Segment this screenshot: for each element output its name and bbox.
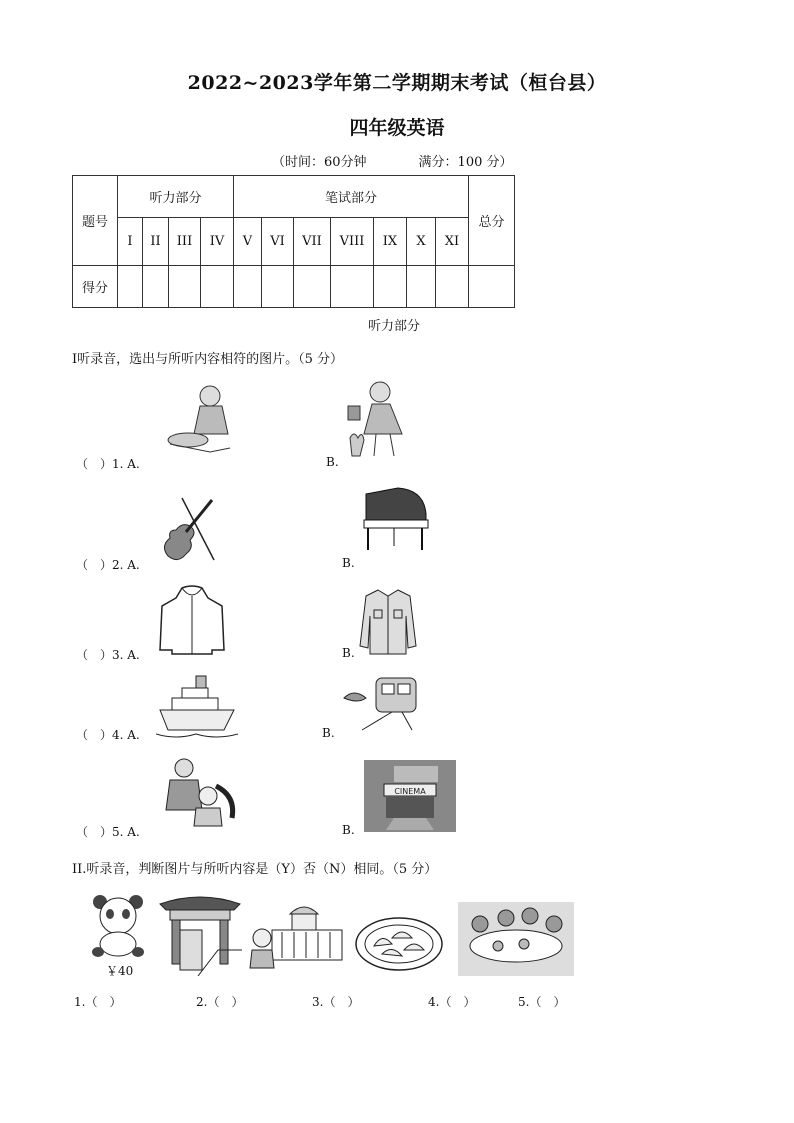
violin-icon — [154, 494, 222, 564]
cinema-icon — [364, 760, 456, 832]
panda-toy-icon — [86, 892, 152, 958]
col-3: III — [169, 218, 201, 266]
score-cell[interactable] — [374, 266, 407, 308]
score-cell[interactable] — [436, 266, 469, 308]
section1-instruction: I听录音，选出与所听内容相符的图片。（5 分） — [72, 352, 344, 367]
dumplings-icon — [354, 916, 444, 972]
score-cell[interactable] — [407, 266, 436, 308]
girl-watering-flowers-icon — [340, 376, 424, 464]
total-header: 总分 — [469, 176, 515, 266]
q3-label: （ ）3. A. — [76, 648, 140, 662]
writing-header: 笔试部分 — [234, 176, 469, 218]
q2-5-answer: 5.（ ） — [518, 995, 566, 1009]
panda-price: ￥40 — [106, 964, 134, 978]
svg-text:CINEMA: CINEMA — [394, 787, 426, 796]
score-cell[interactable] — [294, 266, 331, 308]
score-cell[interactable] — [234, 266, 262, 308]
q4-label: （ ）4. A. — [76, 728, 140, 742]
q1-label: （ ）1. A. — [76, 457, 140, 471]
q2-1-answer: 1.（ ） — [74, 995, 122, 1009]
col-10: X — [407, 218, 436, 266]
score-cell[interactable] — [469, 266, 515, 308]
row-label-score: 得分 — [73, 266, 118, 308]
ship-icon — [156, 670, 238, 740]
col-2: II — [143, 218, 169, 266]
shirt-icon — [358, 586, 418, 656]
girl-washing-clothes-icon — [160, 382, 240, 462]
col-8: VIII — [331, 218, 374, 266]
capitol-building-icon — [248, 896, 346, 970]
col-6: VI — [262, 218, 294, 266]
score-cell[interactable] — [143, 266, 169, 308]
section2-instruction: II.听录音，判断图片与所听内容是（Y）否（N）相同。（5 分） — [72, 862, 438, 877]
q1-b-label: B. — [326, 455, 339, 469]
exam-time: （时间：60分钟 — [272, 155, 367, 170]
q5-b-label: B. — [342, 823, 355, 837]
exam-time-score — [272, 151, 513, 170]
score-table — [72, 175, 515, 308]
q4-b-label: B. — [322, 726, 335, 740]
col-11: XI — [436, 218, 469, 266]
exam-subtitle: 四年级英语 — [349, 117, 445, 139]
col-4: IV — [201, 218, 234, 266]
col-5: V — [234, 218, 262, 266]
score-cell[interactable] — [262, 266, 294, 308]
score-cell[interactable] — [118, 266, 143, 308]
q2-4-answer: 4.（ ） — [428, 995, 476, 1009]
piano-icon — [358, 484, 432, 554]
listening-heading: 听力部分 — [368, 319, 421, 334]
score-cell[interactable] — [169, 266, 201, 308]
q2-2-answer: 2.（ ） — [196, 995, 244, 1009]
score-cell[interactable] — [201, 266, 234, 308]
col-9: IX — [374, 218, 407, 266]
score-cell[interactable] — [331, 266, 374, 308]
exam-full-score: 满分：100 分） — [418, 155, 513, 170]
family-dinner-icon — [458, 902, 574, 976]
father-and-child-icon — [156, 756, 240, 832]
q2-3-answer: 3.（ ） — [312, 995, 360, 1009]
col-1: I — [118, 218, 143, 266]
q2-b-label: B. — [342, 556, 355, 570]
train-icon — [342, 668, 426, 732]
col-7: VII — [294, 218, 331, 266]
row-label-number: 题号 — [73, 176, 118, 266]
jacket-icon — [158, 584, 226, 656]
q5-label: （ ）5. A. — [76, 825, 140, 839]
exam-title: 2022~2023学年第二学期期末考试（桓台县） — [187, 72, 607, 94]
listening-header: 听力部分 — [118, 176, 234, 218]
chinese-gate-icon — [158, 890, 242, 976]
q2-label: （ ）2. A. — [76, 558, 140, 572]
q3-b-label: B. — [342, 646, 355, 660]
